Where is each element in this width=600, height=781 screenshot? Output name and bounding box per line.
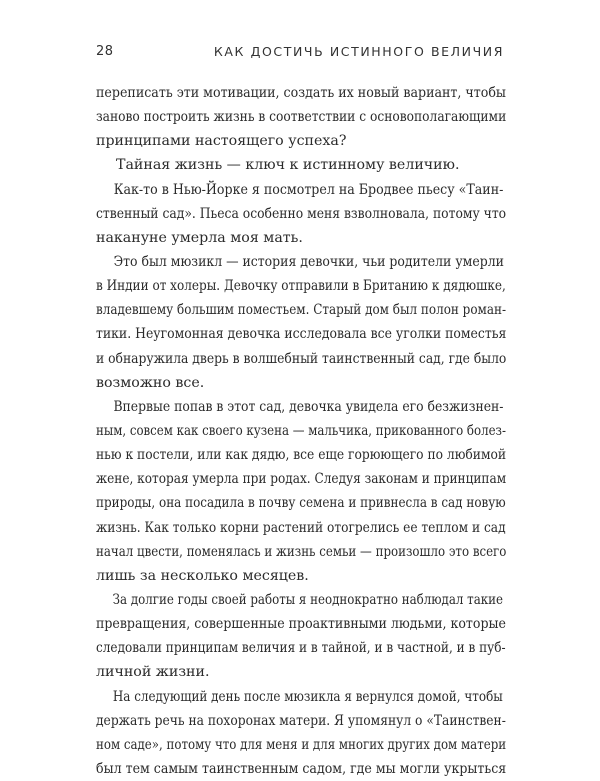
text-line: лишь за несколько месяцев. [96, 567, 309, 584]
text-line: нью к постели, или как дядю, все еще горюющего по любимой [96, 447, 507, 464]
text-line: и обнаружила дверь в волшебный таинственный сад, где было [96, 350, 507, 367]
text-line: ным, совсем как своего кузена — мальчика, прикованного болез- [96, 422, 506, 439]
text-line: тики. Неугомонная девочка исследовала все уголки поместья [96, 326, 507, 343]
text-line: жизнь. Как только корни растений отогрелись ее теплом и сад [96, 519, 506, 536]
text-line: был тем самым таинственным садом, где мы могли укрыться [96, 760, 507, 777]
text-line: следовали принципам величия и в тайной, и в частной, и в пуб- [96, 640, 506, 657]
text-line: принципами настоящего успеха? [96, 133, 347, 150]
text-line: жене, которая умерла при родах. Следуя законам и принципам [96, 471, 507, 488]
running-title: КАК ДОСТИЧЬ ИСТИННОГО ВЕЛИЧИЯ [213, 44, 504, 59]
text-line: накануне умерла моя мать. [96, 229, 303, 246]
page-number: 28 [96, 44, 114, 59]
text-line: начал цвести, поменялась и жизнь семьи — произошло это всего [96, 543, 507, 560]
text-line: ственный сад». Пьеса особенно меня взволновала, потому что [96, 205, 507, 222]
text-line: превращения, совершенные проактивными людьми, которые [96, 616, 506, 633]
body-text [96, 81, 506, 781]
text-line: в Индии от холеры. Девочку отправили в Британию к дядюшке, [96, 278, 506, 295]
text-line: За долгие годы своей работы я неоднократно наблюдал такие [112, 591, 504, 608]
text-line: На следующий день после мюзикла я вернулся домой, чтобы [112, 688, 503, 705]
page-header [96, 44, 504, 62]
text-line: личной жизни. [96, 664, 210, 681]
text-line: переписать эти мотивации, создать их новый вариант, чтобы [96, 85, 506, 101]
text-line: Тайная жизнь — ключ к истинному величию. [116, 157, 460, 174]
text-line: Впервые попав в этот сад, девочка увидела его безжизнен- [113, 398, 504, 415]
text-line: владевшему большим поместьем. Старый дом был полон роман- [96, 302, 507, 319]
text-line: Как-то в Нью-Йорке я посмотрел на Бродвее пьесу «Таин- [113, 181, 504, 198]
text-line: заново построить жизнь в соответствии с основополагающими [96, 109, 507, 126]
text-line: возможно все. [96, 374, 205, 391]
text-line: ном саде», потому что для меня и для многих других дом матери [96, 736, 507, 753]
text-line: природы, она посадила в почву семена и привнесла в сад новую [96, 495, 506, 512]
text-line: держать речь на похоронах матери. Я упомянул о «Таинствен- [96, 712, 506, 729]
text-line: Это был мюзикл — история девочки, чьи родители умерли [113, 253, 504, 270]
